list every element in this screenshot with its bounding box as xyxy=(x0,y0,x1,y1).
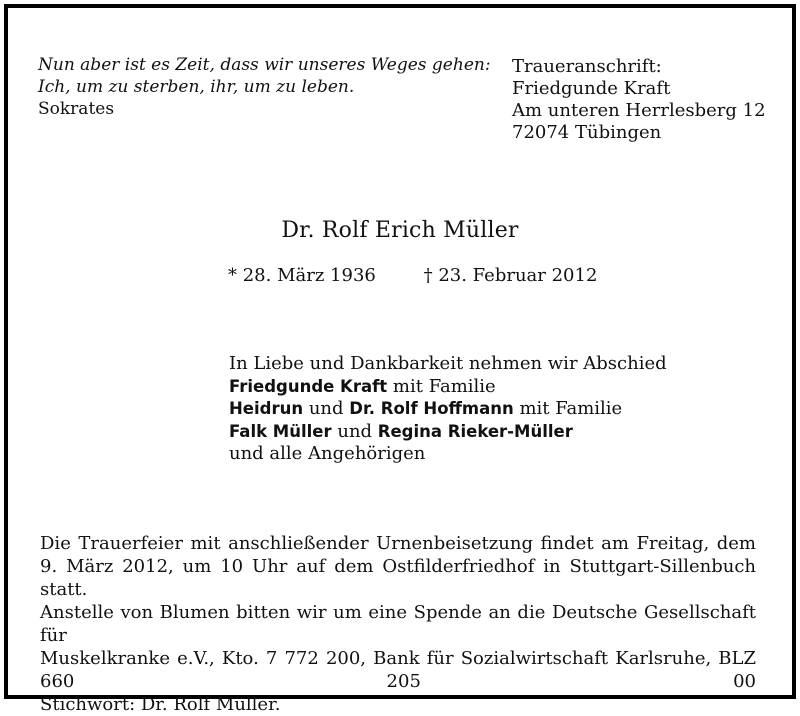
address-name: Friedgunde Kraft xyxy=(512,78,671,99)
death-date: † 23. Februar 2012 xyxy=(423,265,598,286)
mourner-suffix: mit Familie xyxy=(513,398,623,419)
mourner-name: Falk Müller xyxy=(229,421,332,441)
quote-line: Nun aber ist es Zeit, dass wir unseres Weges gehen: xyxy=(38,55,491,75)
mourner-row xyxy=(229,376,667,399)
mourner-suffix: mit Familie xyxy=(387,375,496,397)
birth-date: * 28. März 1936 xyxy=(228,265,376,286)
address-city: 72074 Tübingen xyxy=(512,122,662,143)
mourner-name: Regina Rieker-Müller xyxy=(377,421,573,441)
mourning-address xyxy=(512,56,766,144)
mourner-row xyxy=(229,421,667,444)
mourners-block xyxy=(229,353,667,466)
mourner-joiner: und xyxy=(303,398,350,419)
quote-line: Ich, um zu sterben, ihr, um zu leben. xyxy=(38,77,355,97)
address-label: Traueranschrift: xyxy=(512,56,662,77)
mourner-name: Friedgunde Kraft xyxy=(229,376,388,396)
funeral-notice xyxy=(40,532,756,716)
epigraph-quote xyxy=(38,54,491,120)
mourners-intro: In Liebe und Dankbarkeit nehmen wir Abschied xyxy=(229,353,667,374)
mourners-closing: und alle Angehörigen xyxy=(229,443,426,464)
notice-line: Stichwort: Dr. Rolf Müller. xyxy=(40,694,281,715)
notice-line: Die Trauerfeier mit anschließender Urnenbeisetzung findet am Freitag, dem xyxy=(40,533,756,554)
address-street: Am unteren Herrlesberg 12 xyxy=(512,100,766,121)
mourner-row xyxy=(229,398,667,421)
quote-author: Sokrates xyxy=(38,99,115,119)
mourner-joiner: und xyxy=(331,420,378,442)
notice-line: Anstelle von Blumen bitten wir um eine Spende an die Deutsche Gesellschaft für xyxy=(40,602,756,646)
life-dates xyxy=(228,264,597,288)
notice-line: 9. März 2012, um 10 Uhr auf dem Ostfilderfriedhof in Stuttgart-Sillenbuch statt. xyxy=(40,556,756,600)
mourner-name: Dr. Rolf Hoffmann xyxy=(349,399,514,418)
notice-line: Muskelkranke e.V., Kto. 7 772 200, Bank für Sozialwirtschaft Karlsruhe, BLZ 660 205 00 xyxy=(40,648,756,692)
mourner-name: Heidrun xyxy=(229,399,304,418)
deceased-name: Dr. Rolf Erich Müller xyxy=(281,218,519,243)
